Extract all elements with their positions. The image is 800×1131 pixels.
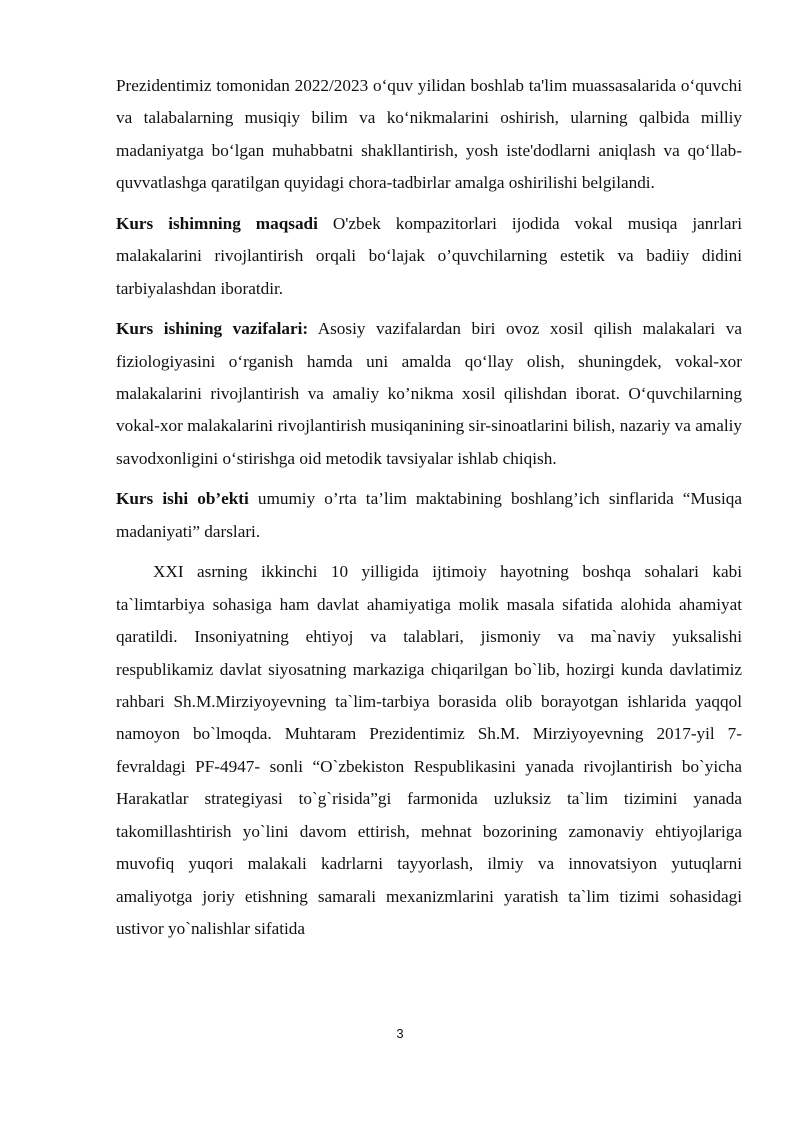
paragraph-text: Asosiy vazifalardan biri ovoz xosil qilish malakalari va fiziologiyasini o‘rganish hamda uni amalda qo‘llay olish, shuningdek, vokal-xor malakalarini rivojlantirish va amaliy ko’nikma xosil qilishdan iborat. O‘quvchilarning vokal-xor malakalarini rivojlantirish musiqanining sir-sinoatlarini bilish, nazariy va amaliy savodxonligini o‘stirishga oid metodik tavsiyalar ishlab chiqish.: [116, 319, 742, 468]
paragraph-education-policy: [116, 556, 742, 945]
document-page: [116, 70, 742, 945]
paragraph-text: Prezidentimiz tomonidan 2022/2023 o‘quv yilidan boshlab ta'lim muassasalarida o‘quvchi va talabalarning musiqiy bilim va ko‘nikmalarini oshirish, ularning qalbida milliy madaniyatga bo‘lgan muhabbatni shakllantirish, yosh iste'dodlarni aniqlash va qo‘llab-quvvatlashga qaratilgan quyidagi chora-tadbirlar amalga oshirilishi belgilandi.: [116, 76, 742, 193]
paragraph-heading-goal: Kurs ishimning maqsadi: [116, 213, 318, 233]
paragraph-text: umumiy o’rta ta’lim maktabining boshlang’ich sinflarida “Musiqa madaniyati” darslari.: [116, 489, 743, 541]
paragraph-course-tasks: [116, 313, 742, 475]
paragraph-course-goal: [116, 208, 742, 305]
page-number: 3: [396, 1026, 404, 1041]
paragraph-heading-object: Kurs ishi ob’ekti: [116, 489, 249, 509]
paragraph-text: XXI asrning ikkinchi 10 yilligida ijtimoiy hayotning boshqa sohalari kabi ta`limtarbiya sohasiga ham davlat ahamiyatiga molik masala sifatida alohida ahamiyat qaratildi. Insoniyatning ehtiyoj va talablari, jismoniy va ma`naviy yuksalishi respublikamiz davlat siyosatning markaziga chiqarilgan bo`lib, hozirgi kunda davlatimiz rahbari Sh.M.Mirziyoyevning ta`lim-tarbiya borasida olib borayotgan ishlarida yaqqol namoyon bo`lmoqda. Muhtaram Prezidentimiz Sh.M. Mirziyoyevning 2017-yil 7-fevraldagi PF-4947- sonli “O`zbekiston Respublikasini yanada rivojlantirish bo`yicha Harakatlar strategiyasi to`g`risida”gi farmonida uzluksiz ta`lim tizimini yanada takomillashtirish yo`lini davom ettirish, mehnat bozorining zamonaviy ehtiyojlariga muvofiq yuqori malakali kadrlarni tayyorlash, ilmiy va innovatsiyon yutuqlarni amaliyotga joriy etishning samarali mexanizmlarini yaratish ta`lim tizimi sohasidagi ustivor yo`nalishlar sifatida: [116, 562, 742, 938]
paragraph-decree-intro: [116, 70, 742, 200]
paragraph-course-object: [116, 483, 742, 548]
paragraph-heading-tasks: Kurs ishining vazifalari:: [116, 319, 309, 339]
paragraph-text: O'zbek kompazitorlari ijodida vokal musiqa janrlari malakalarini rivojlantirish orqali bo‘lajak o’quvchilarning estetik va badiiy didini tarbiyalashdan iboratdir.: [116, 213, 743, 298]
